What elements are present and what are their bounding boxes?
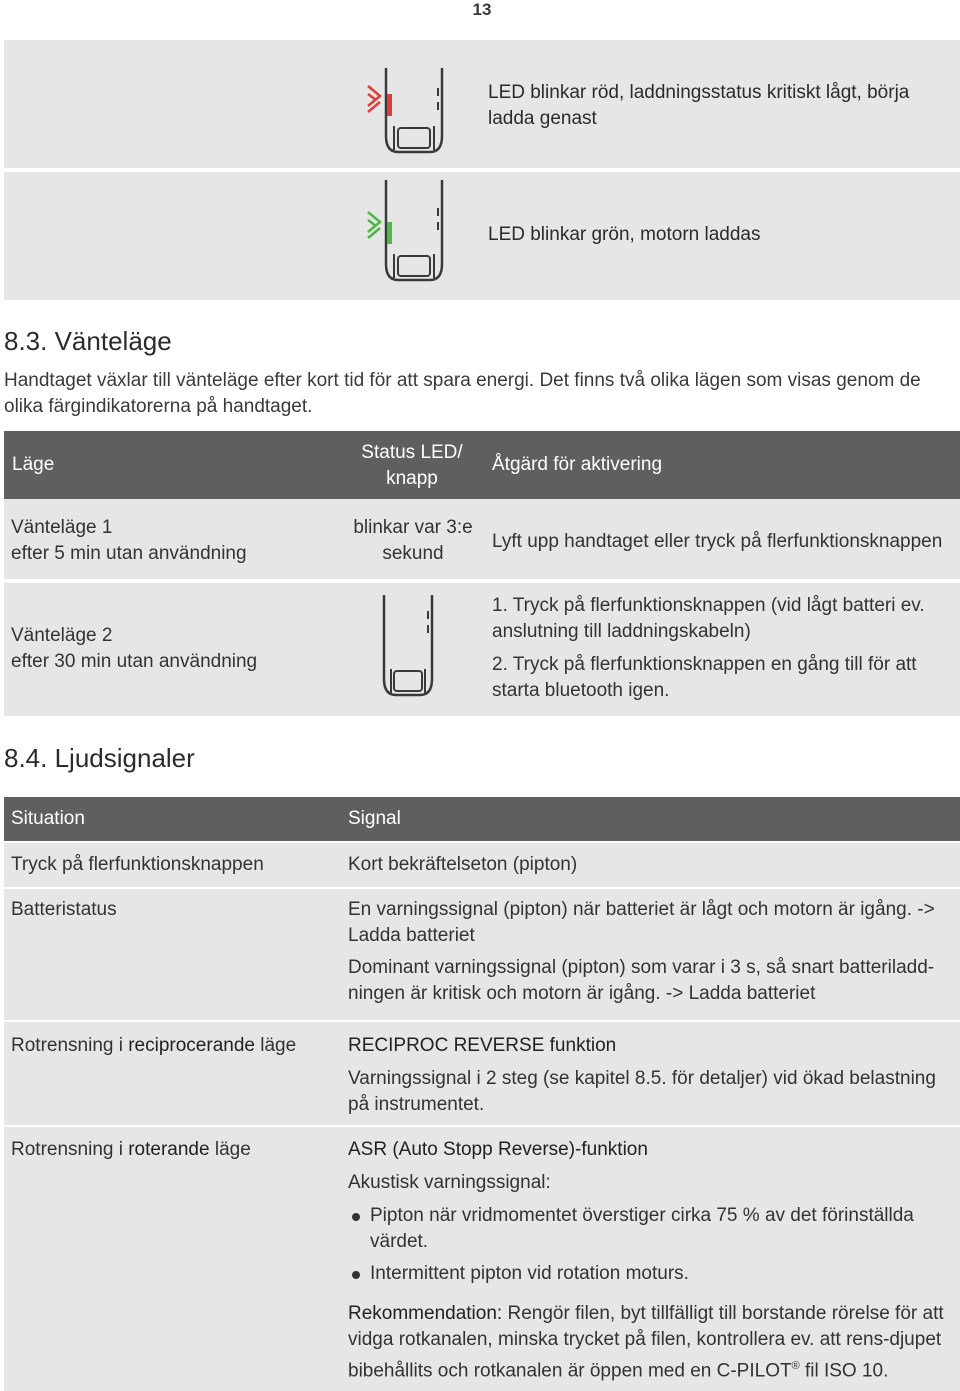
sound-3-situation-bold: reciprocerande bbox=[128, 1035, 255, 1056]
handle-led-off-icon bbox=[366, 593, 450, 705]
standby-2-action-1: 1. Tryck på flerfunktionsknappen (vid lågt batteri ev. anslutning till laddningskabeln) bbox=[492, 595, 925, 642]
sound-3-signal-body: Varningssignal i 2 steg (se kapitel 8.5. för detaljer) vid ökad belastning på instrumentet. bbox=[348, 1068, 936, 1115]
sound-row-2 bbox=[4, 889, 960, 1020]
sound-1-situation: Tryck på flerfunktionsknappen bbox=[11, 854, 264, 875]
handle-led-green-icon bbox=[364, 178, 464, 296]
header-situation: Situation bbox=[11, 808, 85, 829]
sound-3-situation bbox=[11, 1033, 296, 1059]
standby-2-action-2: 2. Tryck på flerfunktionsknappen en gång till för att starta bluetooth igen. bbox=[492, 654, 917, 701]
standby-2-mode: Vänteläge 2 bbox=[11, 625, 113, 646]
sound-3-situation-post: läge bbox=[254, 1035, 297, 1056]
standby-row-1 bbox=[4, 499, 960, 579]
sound-4-recommendation bbox=[348, 1301, 948, 1384]
page-number: 13 bbox=[472, 0, 492, 19]
sound-table-header bbox=[4, 797, 960, 841]
header-status: Status LED/ knapp bbox=[361, 442, 463, 489]
sound-4-signal-sub: Akustisk varningssignal: bbox=[348, 1172, 551, 1193]
sound-row-1 bbox=[4, 843, 960, 887]
led-status-red-text: LED blinkar röd, laddningsstatus kritiskt lågt, börja ladda genast bbox=[488, 82, 910, 129]
bullet-dot bbox=[352, 1271, 360, 1279]
sound-1-signal: Kort bekräftelseton (pipton) bbox=[348, 854, 578, 875]
sound-4-situation-post: läge bbox=[209, 1139, 251, 1160]
recommendation-text: Rengör filen, byt tillfälligt till borstande rörelse för att vidga rotkanalen, minska trycket på filen, kontrollera ev. att rens-djupet bibehållits och rotkanalen är öppen med en C-PILOT bbox=[348, 1303, 944, 1382]
header-mode: Läge bbox=[12, 454, 55, 475]
recommendation-end: fil ISO 10. bbox=[799, 1360, 889, 1382]
sound-4-bullet-1: Pipton när vridmomentet överstiger cirka 75 % av det förinställda värdet. bbox=[370, 1205, 914, 1252]
header-signal: Signal bbox=[348, 808, 401, 829]
standby-1-mode: Vänteläge 1 bbox=[11, 517, 113, 538]
led-status-red-box bbox=[4, 40, 960, 168]
sound-row-4 bbox=[4, 1127, 960, 1391]
registered-mark: ® bbox=[791, 1360, 800, 1372]
sound-3-situation-pre: Rotrensning i bbox=[11, 1035, 129, 1056]
section-intro-8-3: Handtaget växlar till vänteläge efter kort tid för att spara energi. Det finns två olika lägen som visas genom de olika färgindikatorerna på handtaget. bbox=[4, 370, 921, 417]
section-title-8-3: 8.3. Vänteläge bbox=[4, 326, 172, 356]
standby-table-header bbox=[4, 431, 960, 499]
handle-led-red-icon bbox=[364, 66, 464, 166]
sound-4-situation bbox=[11, 1137, 251, 1163]
standby-1-status: blinkar var 3:e sekund bbox=[353, 517, 473, 564]
bullet-dot bbox=[352, 1213, 360, 1221]
sound-4-situation-bold: roterande bbox=[128, 1139, 210, 1160]
sound-3-signal-title: RECIPROC REVERSE funktion bbox=[348, 1035, 617, 1056]
standby-row-2 bbox=[4, 583, 960, 716]
sound-4-situation-pre: Rotrensning i bbox=[11, 1139, 129, 1160]
sound-2-signal-1: En varningssignal (pipton) när batteriet är lågt och motorn är igång. -> Ladda batteriet bbox=[348, 899, 935, 946]
led-status-green-box bbox=[4, 172, 960, 300]
header-action: Åtgärd för aktivering bbox=[492, 454, 663, 475]
standby-1-action: Lyft upp handtaget eller tryck på flerfunktionsknappen bbox=[492, 531, 943, 552]
sound-4-bullet-2: Intermittent pipton vid rotation moturs. bbox=[370, 1263, 689, 1284]
standby-2-time: efter 30 min utan användning bbox=[11, 651, 258, 672]
section-title-8-4: 8.4. Ljudsignaler bbox=[4, 743, 195, 773]
sound-row-3 bbox=[4, 1022, 960, 1125]
sound-4-signal-title: ASR (Auto Stopp Reverse)-funktion bbox=[348, 1139, 648, 1160]
led-status-green-text: LED blinkar grön, motorn laddas bbox=[488, 224, 761, 245]
standby-1-time: efter 5 min utan användning bbox=[11, 543, 247, 564]
sound-2-situation: Batteristatus bbox=[11, 899, 117, 920]
recommendation-label: Rekommendation: bbox=[348, 1303, 503, 1324]
sound-2-signal-2: Dominant varningssignal (pipton) som varar i 3 s, så snart batteriladd-ningen är kritisk och motorn är igång. -> Ladda batteriet bbox=[348, 957, 935, 1004]
